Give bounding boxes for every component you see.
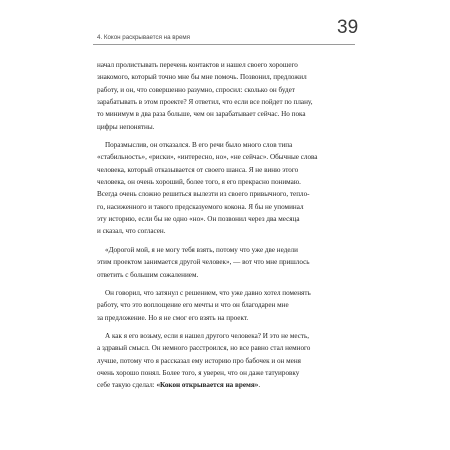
paragraph <box>97 59 355 133</box>
text-line: А как я его возьму, если я нашел другого человека? И это не месть, <box>105 331 310 340</box>
header-divider <box>93 44 355 45</box>
text-line: человека, он очень хороший, более того, я его прекрасно понимаю. <box>97 178 301 187</box>
text-line: эту историю, если бы не одно «но». Он позвонил через два месяца <box>97 215 300 224</box>
text-span: . <box>258 381 261 390</box>
paragraph <box>97 330 355 392</box>
text-line: за предложение. Но я не смог его взять на проект. <box>97 313 249 322</box>
text-line: очень хорошо понял. Более того, я уверен, что он даже татуировку <box>97 368 300 377</box>
paragraph <box>97 139 355 238</box>
text-line: и сказал, что согласен. <box>97 227 166 236</box>
page-number: 39 <box>337 17 359 38</box>
body-text <box>97 59 355 392</box>
running-header: 4. Кокон раскрывается на время <box>97 34 191 41</box>
text-line: работу, и он, что совершенно разумно, спросил: сколько он будет <box>97 85 295 94</box>
text-line: го, насиженного и такого предсказуемого кокона. Я бы не упоминал <box>97 202 304 211</box>
text-line: то минимум в два раза больше, чем он зарабатывает сейчас. Но пока <box>97 110 306 119</box>
text-line: а здравый смысл. Он немного расстроился, но все равно стал немного <box>97 344 311 353</box>
text-line <box>97 379 355 391</box>
text-line: Он говорил, что затянул с решением, что уже давно хотел поменять <box>105 288 311 297</box>
text-line: цифры непонятны. <box>97 122 155 131</box>
paragraph <box>97 287 355 324</box>
text-line: знакомого, который точно мне бы мне помочь. Позвонил, предложил <box>97 73 307 82</box>
text-line: этим проектом занимается другой человек», — вот что мне пришлось <box>97 258 310 267</box>
text-line: Поразмыслив, он отказался. В его речи было много слов типа <box>105 141 293 150</box>
text-line: «Дорогой мой, я не могу тебя взять, потому что уже две недели <box>105 245 298 254</box>
text-line: работу, что это воплощение его мечты и что он благодарен мне <box>97 301 289 310</box>
text-span: себе такую сделал: <box>97 381 157 390</box>
emphasized-phrase: «Кокон открывается на время» <box>156 381 259 390</box>
text-line: начал пролистывать перечень контактов и нашел своего хорошего <box>97 61 298 69</box>
text-line: зарабатывать в этом проекте? Я ответил, что если все пойдет по плану, <box>97 98 313 107</box>
text-line: Всегда очень сложно решиться вылезти из своего привычного, тепло- <box>97 190 310 199</box>
text-line: ответить с большим сожалением. <box>97 270 199 279</box>
text-line: человека, который отказывается от своего шанса. Я не виню этого <box>97 165 299 174</box>
text-line: лучше, потому что я рассказал ему историю про бабочек и он меня <box>97 356 301 365</box>
text-line: «стабильность», «риски», «интересно, но», «не сейчас». Обычные слова <box>97 153 318 162</box>
paragraph <box>97 244 355 281</box>
